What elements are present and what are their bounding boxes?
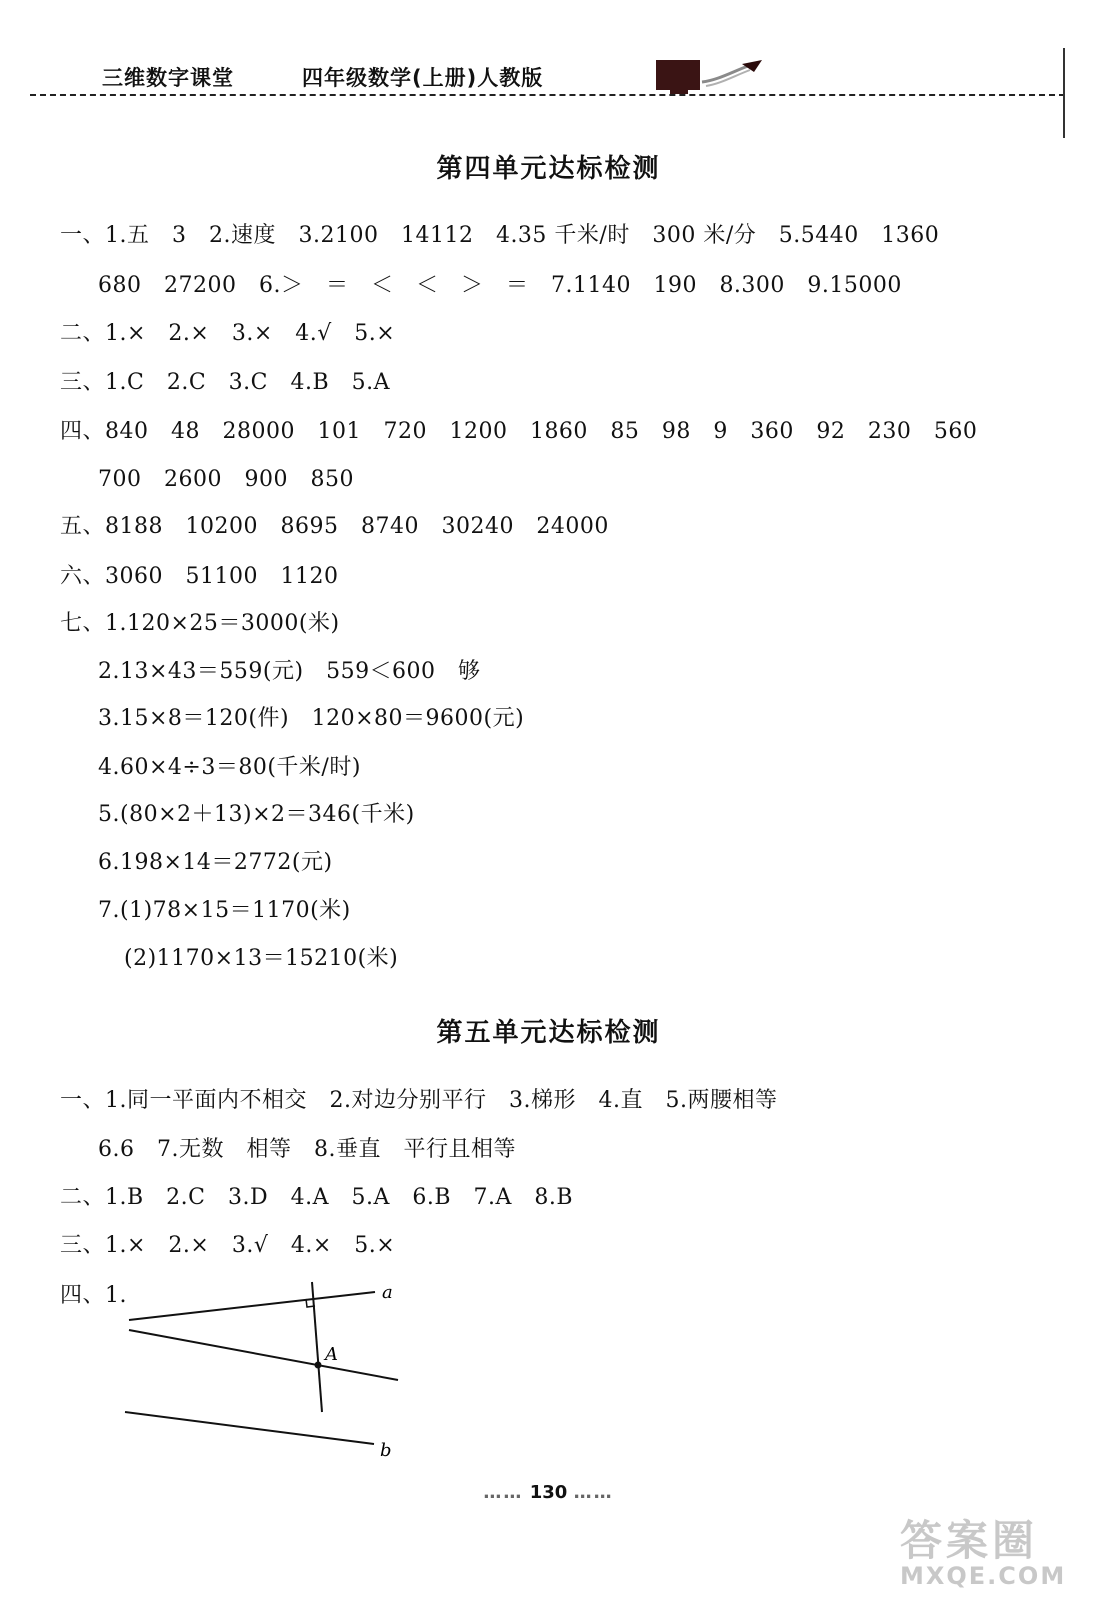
line-b [125,1412,374,1444]
unit5-title: 第五单元达标检测 [436,1018,661,1048]
unit4-line: 六、3060 51100 1120 [60,564,339,589]
subject-title: 四年级数学(上册)人教版 [302,66,544,90]
unit4-line: 七、1.120×25＝3000(米) [60,611,340,636]
unit4-title: 第四单元达标检测 [436,154,661,184]
page-header [30,52,1065,102]
label-point-a: A [325,1344,338,1365]
point-a [315,1362,322,1369]
unit5-line: 6.6 7.无数 相等 8.垂直 平行且相等 [98,1137,516,1162]
watermark-url: MXQE.COM [900,1562,1067,1590]
label-b: b [380,1440,392,1461]
unit5-line: 三、1.× 2.× 3.√ 4.× 5.× [60,1233,396,1258]
unit4-line: (2)1170×13＝15210(米) [124,946,399,971]
dots-decoration: …… [573,1482,614,1503]
line-through-a [129,1330,398,1380]
parallel-lines-figure [120,1272,410,1462]
watermark [900,1508,1066,1590]
margin-bar [1063,48,1065,138]
unit5-line: 一、1.同一平面内不相交 2.对边分别平行 3.梯形 4.直 5.两腰相等 [60,1088,778,1113]
unit4-line: 五、8188 10200 8695 8740 30240 24000 [60,514,609,539]
book-title: 三维数字课堂 [102,66,234,90]
unit4-line: 680 27200 6.＞ ＝ ＜ ＜ ＞ ＝ 7.1140 190 8.300 9.15000 [98,273,902,298]
unit4-line: 3.15×8＝120(件) 120×80＝9600(元) [98,706,525,731]
unit4-line: 2.13×43＝559(元) 559＜600 够 [98,659,481,684]
page-number-value: 130 [529,1482,568,1503]
header-divider [30,94,1065,96]
unit4-line: 一、1.五 3 2.速度 3.2100 14112 4.35 千米/时 300 米/分 5.5440 1360 [60,223,940,248]
unit4-line: 700 2600 900 850 [98,467,354,492]
label-a: a [382,1282,393,1303]
unit4-line: 6.198×14＝2772(元) [98,850,333,875]
perpendicular-line [312,1282,322,1412]
watermark-text: 答案圈 [900,1516,1039,1565]
unit4-line: 二、1.× 2.× 3.× 4.√ 5.× [60,321,396,346]
dots-decoration: …… [483,1482,524,1503]
unit4-line: 4.60×4÷3＝80(千米/时) [98,755,361,780]
page-number [0,1482,1097,1503]
unit5-line: 二、1.B 2.C 3.D 4.A 5.A 6.B 7.A 8.B [60,1185,574,1210]
unit4-line: 5.(80×2＋13)×2＝346(千米) [98,802,415,827]
unit4-line: 四、840 48 28000 101 720 1200 1860 85 98 9 360 92 230 560 [60,419,978,444]
rocket-logo-icon [656,58,766,98]
unit5-line: 四、1. [60,1283,127,1308]
unit4-line: 7.(1)78×15＝1170(米) [98,898,351,923]
unit4-line: 三、1.C 2.C 3.C 4.B 5.A [60,370,391,395]
line-a [129,1292,375,1320]
